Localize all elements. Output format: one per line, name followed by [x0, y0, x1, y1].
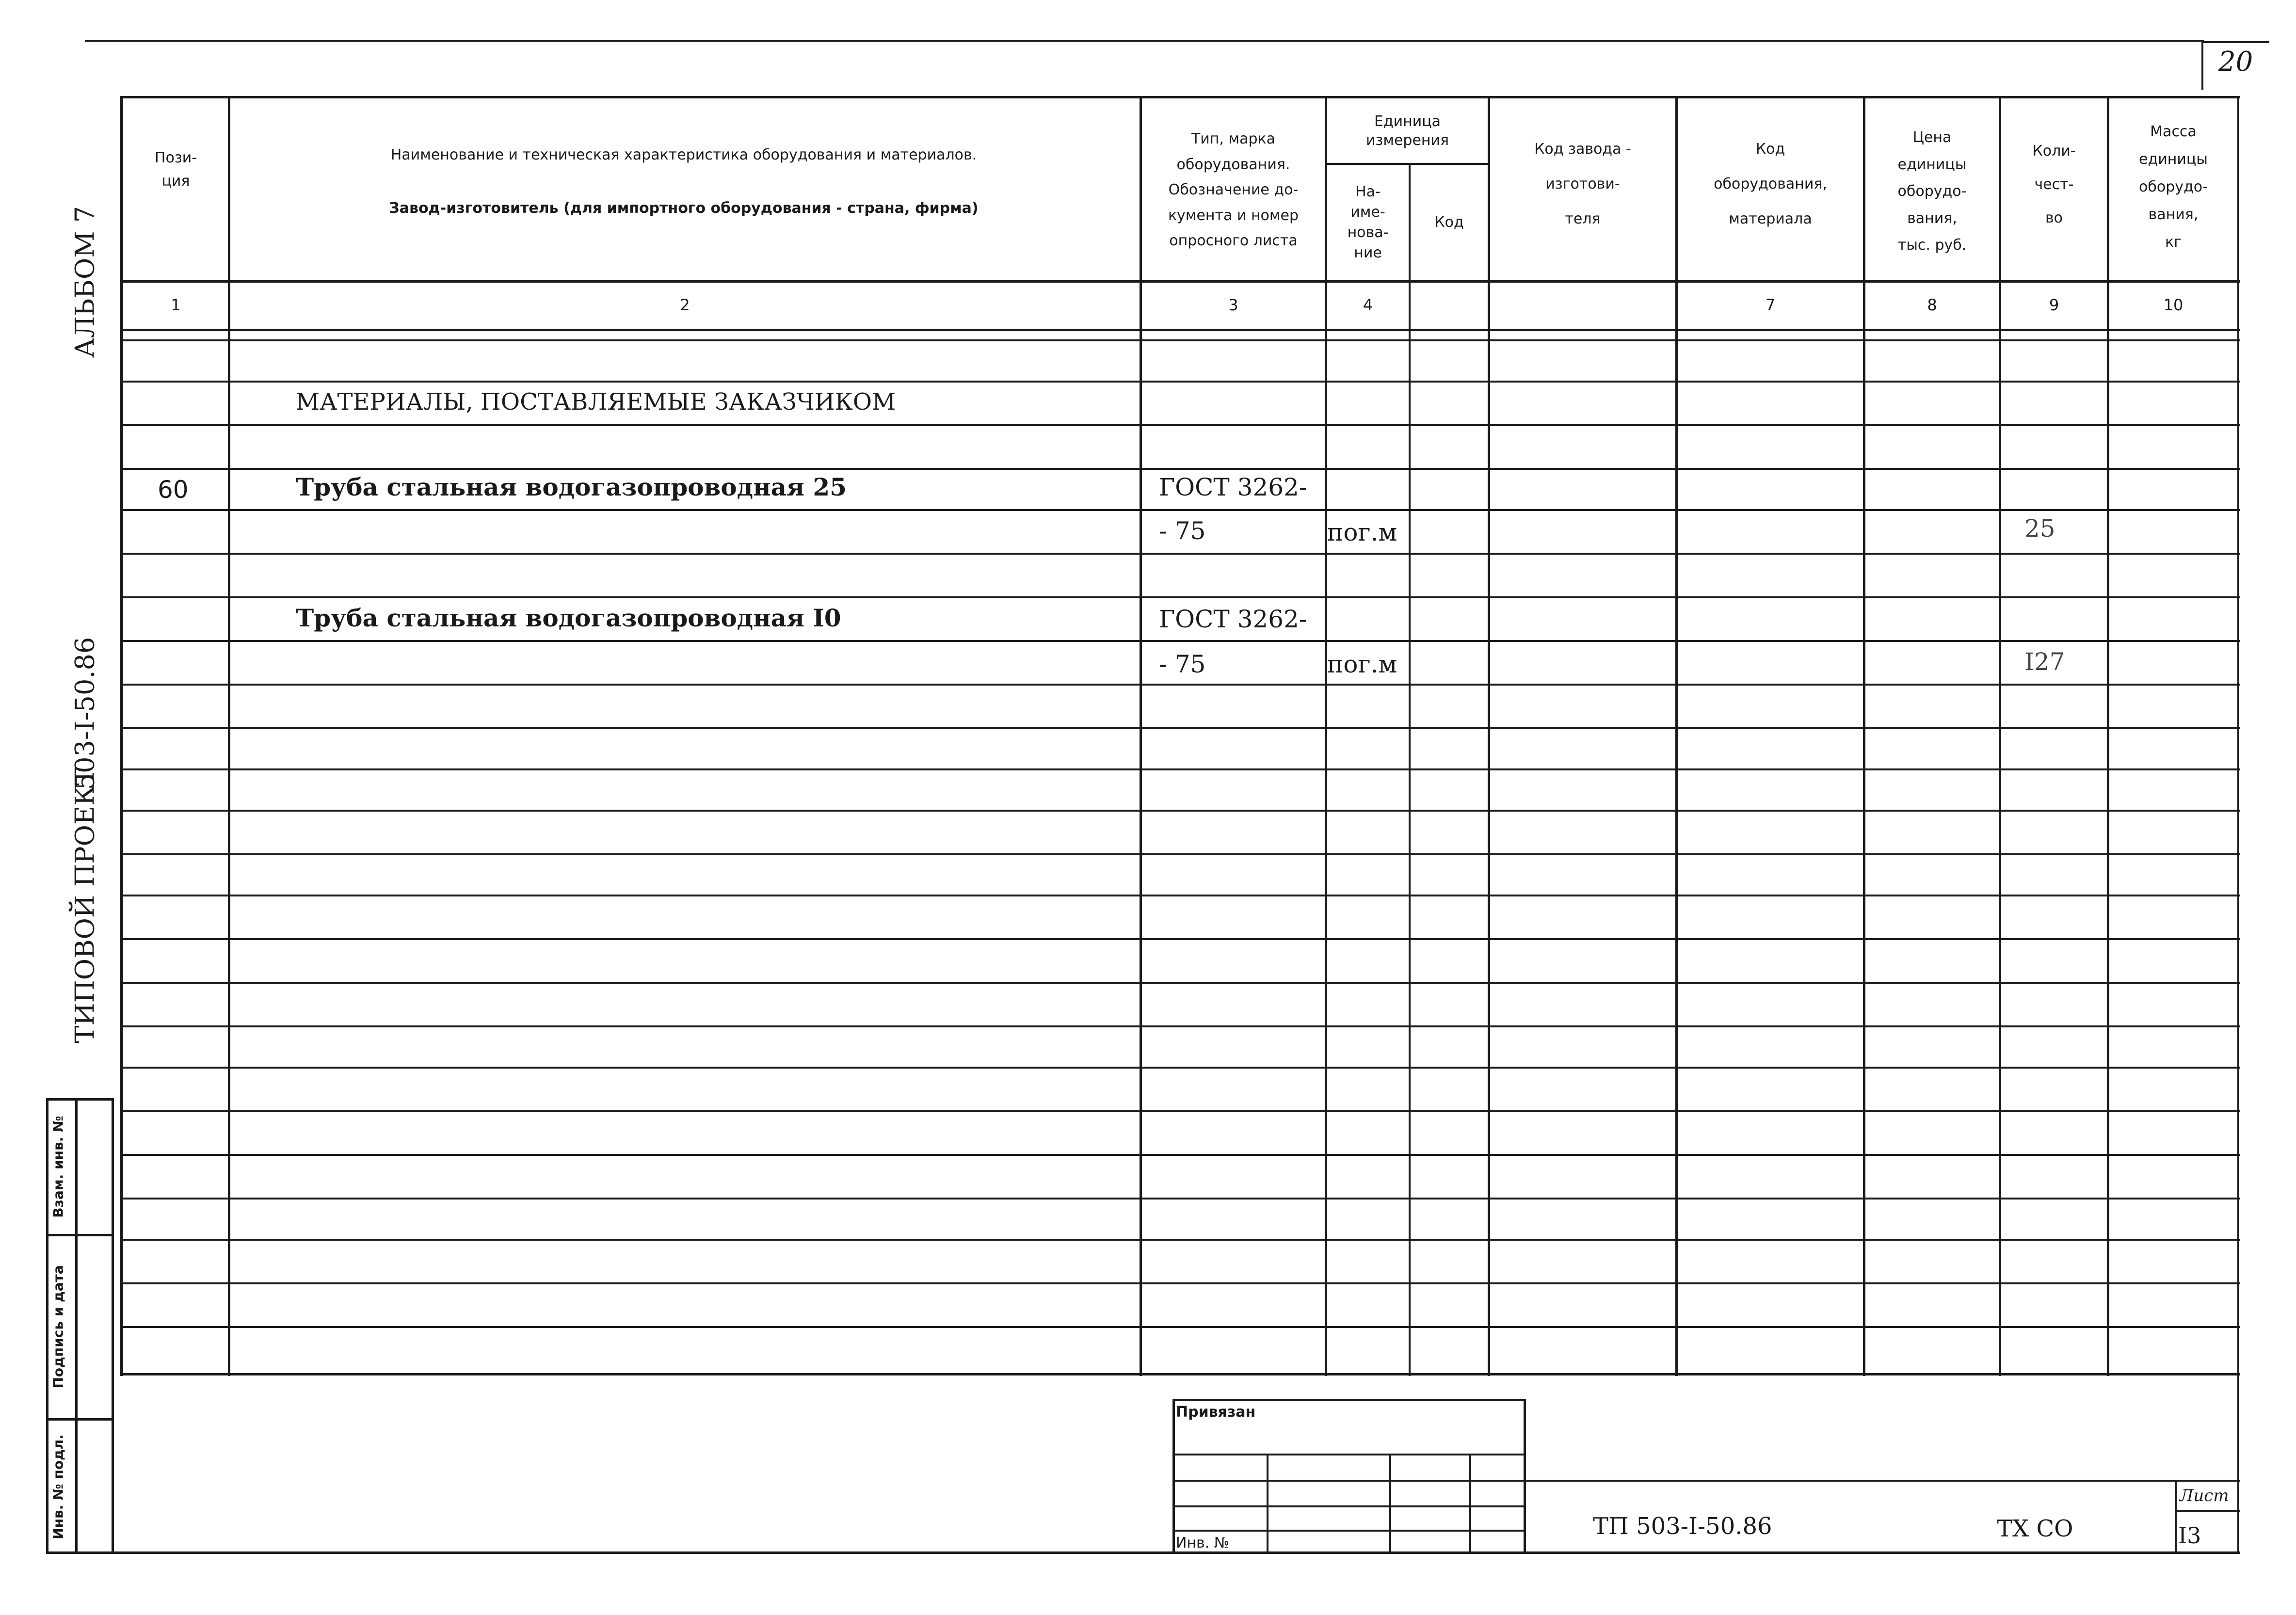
stamp-inv-no: Инв. №	[1176, 1535, 1230, 1551]
column-number: 8	[1927, 296, 1937, 314]
page-number: 20	[2218, 46, 2253, 78]
item2-document-b: - 75	[1159, 650, 1206, 678]
title-sheet-label: Лист	[2180, 1486, 2229, 1505]
project-type-label: ТИПОВОЙ ПРОЕКТ	[69, 768, 100, 1043]
header-position: Пози- ция	[154, 149, 197, 190]
item2-document-a: ГОСТ 3262-	[1159, 605, 1307, 633]
header-unit-code: Код	[1434, 214, 1464, 231]
title-sheet-number: I3	[2178, 1522, 2201, 1549]
header-type: Тип, марка оборудования. Обозначение до- кумента и номер опросного листа	[1168, 130, 1299, 250]
section-title: МАТЕРИАЛЫ, ПОСТАВЛЯЕМЫЕ ЗАКАЗЧИКОМ	[296, 388, 896, 416]
column-number: 7	[1765, 296, 1776, 314]
header-mass: Масса единицы оборудо- вания, кг	[2139, 123, 2208, 251]
item1-document-b: - 75	[1159, 517, 1206, 545]
header-price: Цена единицы оборудо- вания, тыс. руб.	[1897, 129, 1967, 254]
side-label-inv-podl: Инв. № подл.	[50, 1434, 66, 1539]
header-equipment-code: Код оборудования, материала	[1714, 141, 1827, 227]
item1-quantity: 25	[2024, 514, 2055, 543]
column-number: 4	[1363, 296, 1373, 314]
title-mark: ТХ СО	[1997, 1515, 2073, 1542]
item1-name: Труба стальная водогазопроводная 25	[296, 473, 847, 501]
stamp-privyazan: Привязан	[1176, 1404, 1256, 1421]
header-quantity: Коли- чест- во	[2032, 142, 2076, 226]
album-label: АЛЬБОМ 7	[69, 206, 100, 358]
column-number: 1	[171, 296, 181, 314]
side-label-vzam: Взам. инв. №	[50, 1116, 66, 1218]
column-number: 2	[680, 296, 690, 314]
item1-unit: пог.м	[1327, 518, 1397, 546]
item1-position: 60	[158, 476, 189, 504]
project-code-label: 503-I-50.86	[69, 637, 100, 790]
header-factory-code: Код завода - изготови- теля	[1534, 141, 1631, 227]
column-number: 10	[2163, 296, 2184, 314]
title-doc-code: ТП 503-I-50.86	[1593, 1513, 1772, 1540]
item2-name: Труба стальная водогазопроводная I0	[296, 604, 841, 632]
item1-document-a: ГОСТ 3262-	[1159, 473, 1307, 501]
header-name-line1: Наименование и техническая характеристика оборудования и материалов.	[390, 146, 977, 163]
column-number: 3	[1228, 296, 1238, 314]
item2-quantity: I27	[2024, 648, 2065, 676]
header-name-line2: Завод-изготовитель (для импортного оборудования - страна, фирма)	[389, 200, 979, 217]
header-unit-group: Единица измерения	[1365, 113, 1449, 149]
item2-unit: пог.м	[1327, 650, 1397, 678]
column-number: 9	[2049, 296, 2059, 314]
header-unit-name: На- име- нова- ние	[1347, 183, 1389, 261]
side-label-podpis: Подпись и дата	[50, 1265, 66, 1389]
